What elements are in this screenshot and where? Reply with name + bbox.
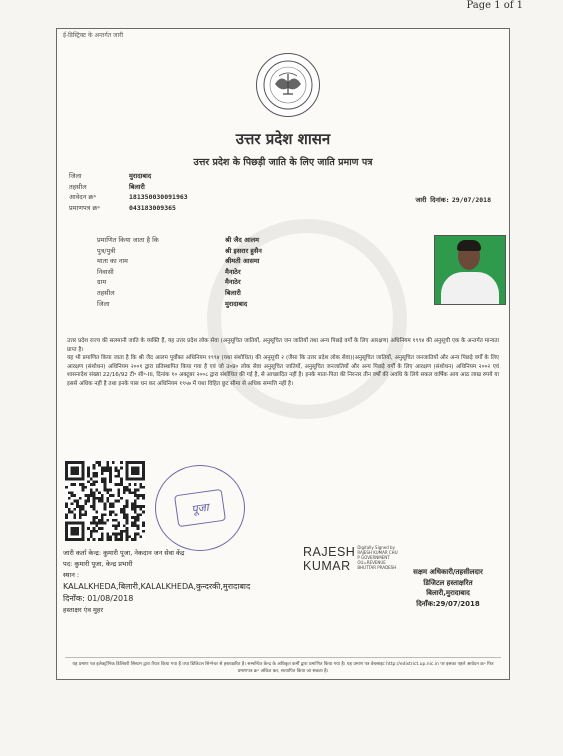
issuer-place-label: स्थान :	[63, 571, 80, 579]
person-row	[97, 235, 262, 246]
person-row	[97, 256, 262, 267]
certificate-meta	[69, 171, 188, 213]
meta-row-application-no	[69, 192, 188, 203]
person-label: ग्राम	[97, 278, 107, 287]
issuer-place: KALALKHEDA,बिलारी,KALALKHEDA,कुन्दरकी,मुरादाबाद	[63, 582, 251, 591]
issuer-center: जारी कर्ता केन्द्र: कुमारी पूजा, नेकदान जन सेवा केंद्र	[63, 549, 185, 557]
up-govt-emblem-icon	[256, 53, 320, 117]
meta-value: बिलारी	[129, 182, 145, 191]
officer-date: दिनाँक:29/07/2018	[416, 599, 480, 608]
footer-note: यह प्रमाण पत्र इलेक्ट्रॉनिक डिलिवरी सिस्टम द्वारा तैयार किया गया है तथा डिजिटल सिग्नेचर से हस्ताक्षरित है। सम्बन्धित केन्द्र के अधिकृत कर्मी द्वारा प्रमाणित किया गया है। यह प्रमाण पत्र वेबसाइट http://edistrict.up.nic.in पर इसका पहले आवेदन क्र॰ फिर प्रमाणपत्र क्र॰ अंकित कर, सत्यापित किया जा सकता है।	[65, 657, 501, 675]
person-label: माता का नाम	[97, 257, 128, 266]
officer-sign: डिजिटल हस्ताक्षरित	[423, 578, 473, 587]
meta-row-district	[69, 171, 188, 182]
person-value: मैनाठेर	[225, 278, 241, 287]
person-row	[97, 299, 262, 310]
issue-date-label: जारी दिनांक:	[415, 196, 450, 204]
stamp-signature: पूजा	[174, 489, 226, 527]
person-value: श्री इसरार हुसैन	[225, 246, 262, 255]
page-number: Page 1 of 1	[466, 0, 523, 11]
person-value: मैनाठेर	[225, 267, 241, 276]
qr-code-icon	[65, 461, 145, 541]
person-row	[97, 288, 262, 299]
meta-label: तहसील	[69, 182, 87, 191]
person-row	[97, 267, 262, 278]
body-paragraph: यह भी प्रमाणित किया जाता है कि श्री जैद आलम पूर्वोक्त अधिनियम १९९४ (यथा संशोधित) की अनुसूची २ (जैसा कि उत्तर प्रदेश लोक सेवा)(अनुसूचित जातियों, अनुसूचित जनजातियों और अन्य पिछड़े वर्गों के लिए आरक्षण (संशोधन) अधिनियम २००१ द्वारा प्रतिस्थापित किया गया है एवं जो उ०प्र० लोक सेवा अनुसूचित जातियों, अनुसूचित जनजातियों और अन्य पिछड़े वर्गों के लिए आरक्षण (संशोधन) अधिनियम २००२ एवं शासनादेश संख्या 22/16/92 टी॰ सी॰-III, दिनांक १० अक्टूबर २००८ द्वारा संशोधित की गई है, से आच्छादित नहीं है। इनके माता-पिता की निरन्तर तीन वर्षों की अवधि के लिये सकल वार्षिक आय आठ लाख रुपये या इससे अधिक नहीं है तथा इनके पास धन कर अधिनियम १९५७ में यथा विहित छूट सीमा से अधिक सम्पत्ति नहीं है।	[67, 355, 499, 387]
officer-block	[389, 567, 507, 609]
meta-label: जिला	[69, 172, 82, 180]
certificate-subtitle: उत्तर प्रदेश के पिछड़ी जाति के लिए जाति प्रमाण पत्र	[193, 157, 373, 168]
issuer-details	[63, 548, 250, 616]
person-value: श्रीमती आसमा	[225, 257, 260, 266]
meta-row-certificate-no	[69, 203, 188, 214]
corner-note: ई-डिस्ट्रिक्ट के अन्तर्गत जारी	[63, 32, 124, 39]
person-row	[97, 246, 262, 257]
signer-name-line1: RAJESH	[303, 545, 356, 559]
officer-place: बिलारी,मुरादाबाद	[426, 589, 470, 597]
meta-value: मुरादाबाद	[129, 172, 152, 180]
issuer-stamp	[155, 465, 245, 551]
officer-title: सक्षम अधिकारी/तहसीलदार	[413, 568, 483, 576]
applicant-photo	[434, 235, 506, 305]
person-row	[97, 277, 262, 288]
digital-signature	[303, 545, 399, 573]
issuer-seal: हस्ताक्षर एंव मुहर	[63, 606, 104, 614]
person-label: तहसील	[97, 288, 115, 297]
issuer-date: दिनाँक: 01/08/2018	[63, 594, 134, 603]
issue-date	[416, 195, 492, 204]
person-label: पुत्र/पुत्री	[97, 246, 116, 255]
person-value: मुरादाबाद	[225, 299, 248, 308]
meta-value: 043183009365	[129, 203, 176, 212]
meta-label: आवेदन क्र॰	[69, 193, 97, 201]
signature-detail: Digitally Signed by RAJESH KUMAR CHU P GOVERNMENT OU=REVENUE BHUTTAR PRADESH	[357, 545, 398, 570]
signer-name-line2: KUMAR	[303, 559, 351, 573]
page-title: उत्तर प्रदेश शासन	[235, 130, 331, 148]
certificate-body	[67, 337, 499, 389]
person-label: प्रमाणित किया जाता है कि	[97, 236, 159, 244]
meta-label: प्रमाणपत्र क्र॰	[69, 203, 101, 212]
person-value: बिलारी	[225, 288, 241, 297]
certificate-sheet	[56, 28, 510, 680]
person-label: निवासी	[97, 267, 114, 276]
meta-row-tehsil	[69, 182, 188, 193]
issue-date-value: 29/07/2018	[451, 196, 491, 204]
meta-value: 181350030091963	[129, 193, 188, 201]
body-paragraph: उत्तर प्रदेश राज्य की सलमानी जाति के व्यक्ति हैं, यह उत्तर प्रदेश लोक सेवा (अनुसूचित जातियों, अनुसूचित जन जातियों तथा अन्य पिछड़े वर्गों के लिए आरक्षण) अधिनियम १९९४ की अनुसूची एक के अन्तर्गत मान्यता प्राप्त है।	[67, 338, 499, 353]
person-value: श्री जैद आलम	[225, 236, 260, 244]
issuer-post: पद: कुमारी पूजा, केन्द्र प्रभारी	[63, 560, 133, 568]
person-details	[97, 235, 262, 309]
person-label: जिला	[97, 299, 110, 308]
